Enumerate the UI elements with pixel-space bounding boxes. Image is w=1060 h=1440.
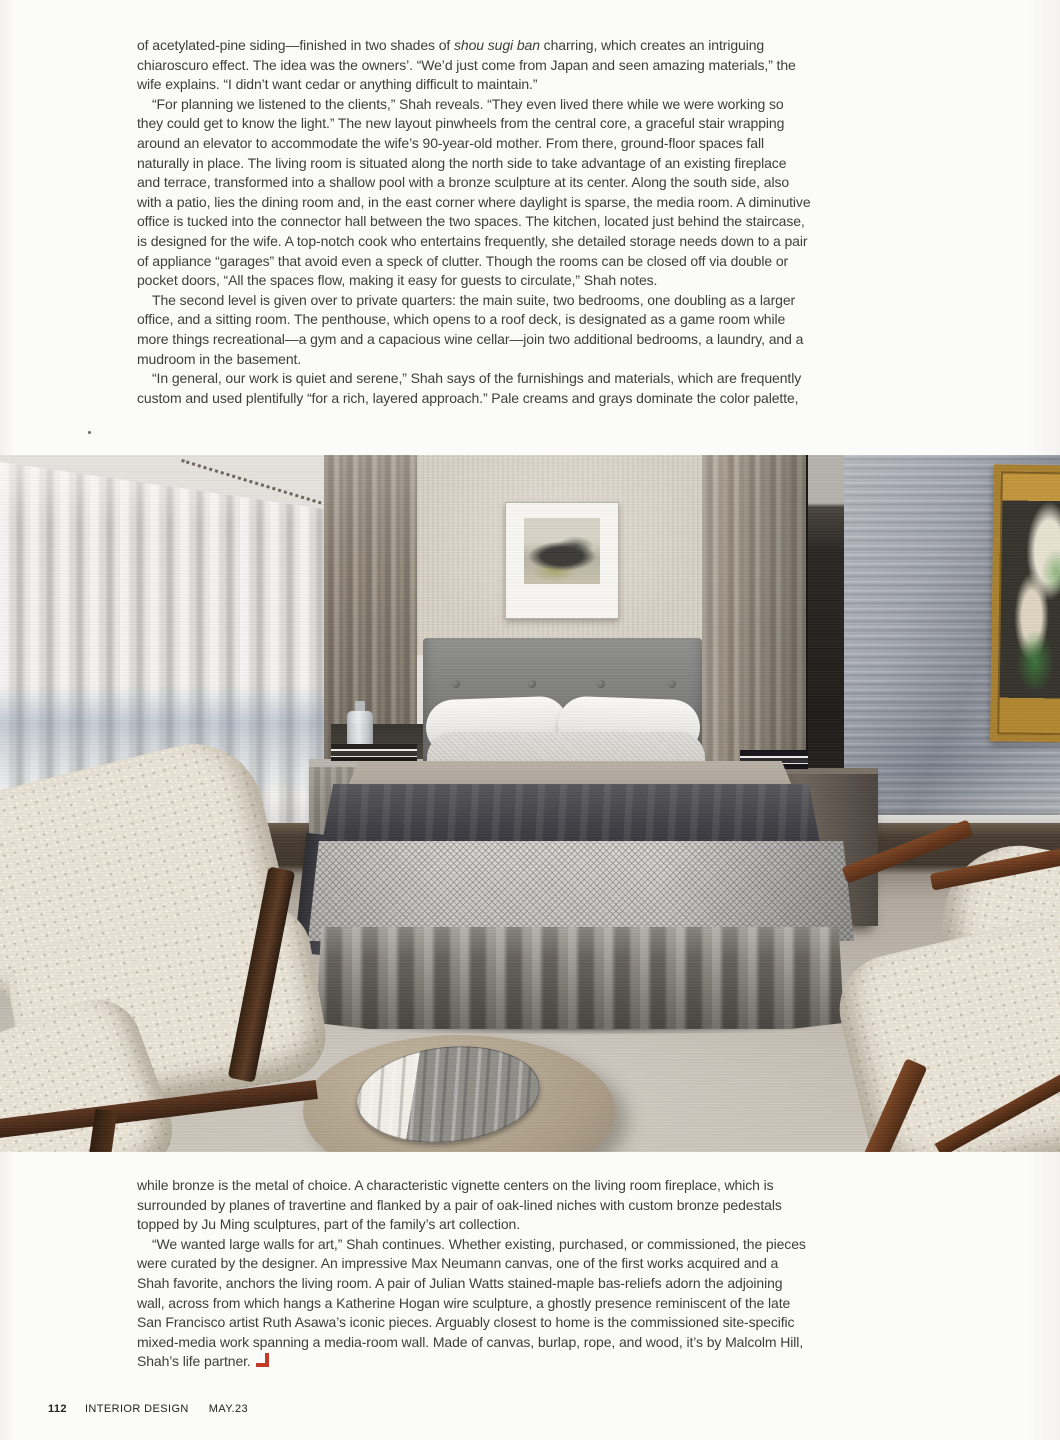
italic-term: shou sugi ban [454, 37, 540, 53]
headboard-button [668, 680, 676, 688]
paragraph: “For planning we listened to the clients,” Shah reveals. “They even lived there while we were working so they could get to know the light.” The new layout pinwheels from the central core, a graceful stair wrapping around an elevator to accommodate the wife’s 90-year-old mother. From there, ground-floor spaces fall naturally in place. The living room is situated along the north side to take advantage of an existing fireplace and terrace, transformed into a shallow pool with a bronze sculpture at its center. Along the south side, also with a patio, lies the dining room and, in the east corner where daylight is sparse, the media room. A diminutive office is tucked into the connector hall between the two spaces. The kitchen, located just behind the staircase, is designed for the wife. A top-notch cook who entertains frequently, she detailed storage needs down to a pair of appliance “garages” that avoid even a speck of clutter. Though the rooms can be closed off via double or pocket doors, “All the spaces flow, making it easy for guests to circulate,” Shah notes. [137, 95, 811, 289]
scan-speck [88, 431, 91, 434]
headboard-button [528, 680, 536, 688]
bed-base [316, 927, 844, 1029]
issue-date: MAY.23 [208, 1403, 249, 1415]
article-top-text [137, 36, 813, 408]
page-number: 112 [48, 1403, 67, 1415]
gold-framed-painting [990, 464, 1060, 742]
paragraph [137, 36, 813, 95]
paragraph-text: of acetylated-pine siding—finished in two shades of [137, 37, 454, 53]
headboard-button [452, 680, 460, 688]
magazine-name: INTERIOR DESIGN [84, 1403, 189, 1415]
article-bottom-text [137, 1176, 813, 1372]
paragraph: “In general, our work is quiet and serene,” Shah says of the furnishings and materials, which are frequently custom and used plentifully “for a rich, layered approach.” Pale creams and grays dominate the color palette, [137, 370, 802, 406]
page-footer [48, 1403, 248, 1415]
quilted-coverlet [308, 841, 854, 941]
paragraph: The second level is given over to private quarters: the main suite, two bedrooms, one doubling as a larger office, and a sitting room. The penthouse, which opens to a roof deck, is designated as a game room while more things recreational—a gym and a capacious wine cellar—join two additional bedrooms, a laundry, and a mudroom in the basement. [137, 291, 804, 367]
paragraph-text: charring, which creates an intriguing chiaroscuro effect. The idea was the owners’. “We’d just come from Japan and seen amazing materials,” the wife explains. “I didn’t want cedar or anything difficult to maintain.” [137, 37, 796, 93]
paragraph [137, 1235, 813, 1372]
paragraph-text: “We wanted large walls for art,” Shah continues. Whether existing, purchased, or commissioned, the pieces were curated by the designer. An impressive Max Neumann canvas, one of the first works acquired and a Shah favorite, anchors the living room. A pair of Julian Watts stained-maple bas-reliefs adorn the adjoining wall, across from which hangs a Katherine Hogan wire sculpture, a ghostly presence reminiscent of the late San Francisco artist Ruth Asawa’s iconic pieces. Arguably closest to home is the commissioned site-specific mixed-media work spanning a media-room wall. Made of canvas, burlap, rope, and wood, it’s by Malcolm Hill, Shah’s life partner. [137, 1235, 806, 1370]
article-end-mark [256, 1353, 269, 1367]
headboard-button [597, 680, 605, 688]
paragraph: while bronze is the metal of choice. A characteristic vignette centers on the living room fireplace, which is surrounded by planes of travertine and flanked by a pair of oak-lined niches with custom bronze pedestals topped by Ju Ming sculptures, part of the family’s art collection. [137, 1177, 782, 1233]
bedroom-photo [0, 455, 1060, 1152]
book-stack-left [331, 744, 417, 761]
artwork-image [524, 518, 600, 584]
framed-artwork [505, 502, 619, 619]
